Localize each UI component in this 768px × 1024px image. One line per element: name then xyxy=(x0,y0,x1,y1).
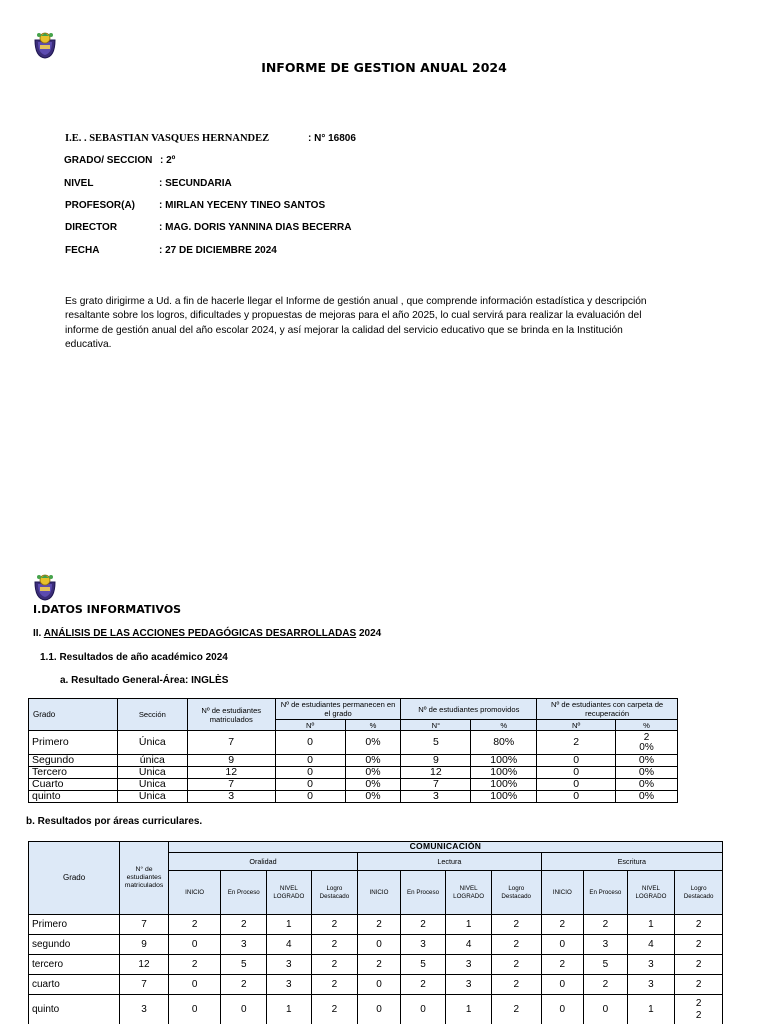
cell-value: 2 xyxy=(541,955,584,975)
table-row xyxy=(29,779,678,791)
header-n: Nº xyxy=(275,720,345,731)
header-level-destacado: Logro Destacado xyxy=(675,871,723,915)
table-row xyxy=(29,731,678,755)
cell-matriculados: 7 xyxy=(120,975,169,995)
cell-seccion: única xyxy=(117,755,187,767)
cell-value: 2 xyxy=(541,915,584,935)
cell-prom-n: 3 xyxy=(401,791,471,803)
cell-seccion: Única xyxy=(117,731,187,755)
cell-perm-n: 0 xyxy=(275,755,345,767)
cell-matriculados: 7 xyxy=(187,779,275,791)
header-area: COMUNICACIÓN xyxy=(168,842,722,853)
director-label: DIRECTOR xyxy=(65,222,118,233)
cell-matriculados: 7 xyxy=(187,731,275,755)
cell-value: 2 xyxy=(584,975,628,995)
header-level-proceso: En Proceso xyxy=(584,871,628,915)
cell-prom-p: 80% xyxy=(471,731,537,755)
analisis-prefix: II. xyxy=(33,628,44,639)
header-level-logrado: NIVEL LOGRADO xyxy=(267,871,312,915)
cell-grado: Segundo xyxy=(29,755,118,767)
cell-perm-n: 0 xyxy=(275,779,345,791)
cell-perm-n: 0 xyxy=(275,767,345,779)
table-row xyxy=(29,915,723,935)
cell-rec-p-value: 0% xyxy=(638,778,655,790)
cell-value: 2 xyxy=(491,915,541,935)
cell-value: 3 xyxy=(627,955,675,975)
intro-line: educativa. xyxy=(65,339,112,351)
section-analisis-title xyxy=(33,628,381,639)
header-n: Nº xyxy=(537,720,616,731)
cell-prom-p: 100% xyxy=(471,791,537,803)
cell-value: 0 xyxy=(358,995,401,1024)
header-escritura: Escritura xyxy=(541,853,722,871)
header-level-inicio: INICIO xyxy=(358,871,401,915)
cell-value: 2 xyxy=(491,995,541,1024)
cell-perm-p: 0% xyxy=(345,767,401,779)
cell-value: 4 xyxy=(627,935,675,955)
cell-prom-p: 100% xyxy=(471,779,537,791)
table-row xyxy=(29,955,723,975)
cell-value: 5 xyxy=(584,955,628,975)
cell-prom-n: 5 xyxy=(401,731,471,755)
cell-value: 2 xyxy=(675,955,723,975)
cell-value-extra: 2 xyxy=(695,997,702,1009)
profesor-value: : MIRLAN YECENY TINEO SANTOS xyxy=(159,200,326,211)
header-lectura: Lectura xyxy=(358,853,541,871)
table-row xyxy=(29,935,723,955)
cell-value: 0 xyxy=(168,995,221,1024)
cell-value: 2 xyxy=(311,915,358,935)
cell-grado: Primero xyxy=(29,731,118,755)
cell-value: 4 xyxy=(446,935,492,955)
school-logo-2 xyxy=(32,573,58,601)
cell-value: 2 xyxy=(400,975,446,995)
header-oralidad: Oralidad xyxy=(168,853,357,871)
cell-value: 2 xyxy=(221,915,267,935)
cell-value: 0 xyxy=(221,995,267,1024)
cell-rec-n: 0 xyxy=(537,767,616,779)
cell-value: 2 xyxy=(491,935,541,955)
header-matriculados: Nº de estudiantes matriculados xyxy=(187,699,275,731)
cell-value: 2 xyxy=(358,915,401,935)
cell-perm-p: 0% xyxy=(345,779,401,791)
cell-rec-p-value: 0% xyxy=(638,790,655,802)
results-table-ingles xyxy=(28,698,678,803)
cell-value: 2 xyxy=(675,935,723,955)
cell-perm-n: 0 xyxy=(275,791,345,803)
table-row xyxy=(29,755,678,767)
cell-matriculados: 12 xyxy=(120,955,169,975)
cell-rec-p xyxy=(616,779,678,791)
cell-value: 1 xyxy=(267,995,312,1024)
cell-matriculados: 7 xyxy=(120,915,169,935)
school-number: : N° 16806 xyxy=(308,133,356,144)
header-level-proceso: En Proceso xyxy=(221,871,267,915)
profesor-label: PROFESOR(A) xyxy=(65,200,135,211)
intro-paragraph xyxy=(65,295,675,353)
cell-value: 0 xyxy=(541,995,584,1024)
intro-line: informe de gestión anual del año escolar 2024, y así mejorar la calidad del servicio educativo que se brinda en la Institución xyxy=(65,324,623,336)
cell-rec-p-value: 0% xyxy=(639,741,654,753)
cell-value: 5 xyxy=(400,955,446,975)
analisis-underlined: ANÁLISIS DE LAS ACCIONES PEDAGÓGICAS DESARROLLADAS xyxy=(43,628,357,639)
resultados-areas-heading: b. Resultados por áreas curriculares. xyxy=(26,816,203,827)
header-level-inicio: INICIO xyxy=(168,871,221,915)
cell-value: 3 xyxy=(221,935,267,955)
cell-value: 2 xyxy=(311,975,358,995)
fecha-label: FECHA xyxy=(65,245,100,256)
cell-prom-n: 12 xyxy=(401,767,471,779)
cell-grado: segundo xyxy=(29,935,120,955)
school-logo xyxy=(32,31,58,59)
cell-value: 1 xyxy=(627,915,675,935)
cell-grado: Tercero xyxy=(29,767,118,779)
grado-label: GRADO/ SECCION xyxy=(64,155,153,166)
cell-rec-p xyxy=(616,791,678,803)
header-level-destacado: Logro Destacado xyxy=(491,871,541,915)
grado-value: : 2º xyxy=(160,155,176,166)
cell-value: 0 xyxy=(358,975,401,995)
school-name: I.E. . SEBASTIAN VASQUES HERNANDEZ xyxy=(65,133,270,144)
header-grado: Grado xyxy=(29,699,118,731)
cell-value: 1 xyxy=(627,995,675,1024)
cell-value: 3 xyxy=(584,935,628,955)
cell-prom-p: 100% xyxy=(471,767,537,779)
cell-seccion: Unica xyxy=(117,767,187,779)
header-level-logrado: NIVEL LOGRADO xyxy=(446,871,492,915)
cell-value: 2 xyxy=(491,955,541,975)
cell-rec-n: 0 xyxy=(537,779,616,791)
header-pct: % xyxy=(616,720,678,731)
header-matriculados: N° de estudiantes matriculados xyxy=(120,842,169,915)
header-level-logrado: NIVEL LOGRADO xyxy=(627,871,675,915)
header-promovidos: Nº de estudiantes promovidos xyxy=(401,699,537,720)
cell-value: 2 xyxy=(675,975,723,995)
cell-rec-n: 0 xyxy=(537,791,616,803)
cell-rec-p xyxy=(616,731,678,755)
cell-perm-p: 0% xyxy=(345,791,401,803)
header-grado: Grado xyxy=(29,842,120,915)
resultados-heading: 1.1. Resultados de año académico 2024 xyxy=(40,652,228,663)
cell-grado: quinto xyxy=(29,791,118,803)
cell-seccion: Unica xyxy=(117,779,187,791)
school-crest-icon xyxy=(32,573,58,601)
header-permanecen: Nº de estudiantes permanecen en el grado xyxy=(275,699,401,720)
school-crest-icon xyxy=(32,31,58,59)
cell-matriculados: 3 xyxy=(120,995,169,1024)
cell-value: 0 xyxy=(584,995,628,1024)
cell-rec-n: 2 xyxy=(537,731,616,755)
cell-rec-p-value: 0% xyxy=(638,754,655,766)
cell-value: 0 xyxy=(541,975,584,995)
header-pct: % xyxy=(471,720,537,731)
cell-value: 2 xyxy=(221,975,267,995)
cell-perm-p: 0% xyxy=(345,731,401,755)
cell-value: 1 xyxy=(267,915,312,935)
header-recuperacion: Nº de estudiantes con carpeta de recuperación xyxy=(537,699,678,720)
header-seccion: Sección xyxy=(117,699,187,731)
cell-value: 2 xyxy=(168,915,221,935)
cell-grado: tercero xyxy=(29,955,120,975)
intro-line: Es grato dirigirme a Ud. a fin de hacerle llegar el Informe de gestión anual , que comprende información estadística y descripción xyxy=(65,296,647,307)
cell-seccion: Unica xyxy=(117,791,187,803)
cell-rec-p-extra: 2 xyxy=(643,731,650,743)
analisis-suffix: 2024 xyxy=(356,628,382,639)
cell-rec-p-value: 0% xyxy=(638,766,655,778)
cell-value: 2 xyxy=(675,915,723,935)
fecha-value: : 27 DE DICIEMBRE 2024 xyxy=(159,245,277,256)
director-value: : MAG. DORIS YANNINA DIAS BECERRA xyxy=(159,222,352,233)
cell-value: 2 xyxy=(311,935,358,955)
cell-value: 3 xyxy=(400,935,446,955)
cell-value: 4 xyxy=(267,935,312,955)
cell-prom-n: 9 xyxy=(401,755,471,767)
cell-value: 2 xyxy=(491,975,541,995)
cell-grado: cuarto xyxy=(29,975,120,995)
cell-value: 0 xyxy=(358,935,401,955)
cell-rec-p xyxy=(616,767,678,779)
cell-matriculados: 3 xyxy=(187,791,275,803)
cell-matriculados: 12 xyxy=(187,767,275,779)
table-row xyxy=(29,995,723,1024)
cell-prom-p: 100% xyxy=(471,755,537,767)
cell-perm-n: 0 xyxy=(275,731,345,755)
cell-rec-p xyxy=(616,755,678,767)
cell-value: 2 xyxy=(311,955,358,975)
header-level-proceso: En Proceso xyxy=(400,871,446,915)
cell-grado: quinto xyxy=(29,995,120,1024)
cell-value: 3 xyxy=(446,955,492,975)
resultado-general-heading: a. Resultado General-Área: INGLÈS xyxy=(60,675,229,686)
cell-value: 0 xyxy=(168,935,221,955)
cell-value: 2 xyxy=(168,955,221,975)
nivel-value: : SECUNDARIA xyxy=(159,178,232,189)
header-level-inicio: INICIO xyxy=(541,871,584,915)
cell-value-main: 2 xyxy=(695,1009,702,1021)
cell-value: 0 xyxy=(168,975,221,995)
cell-grado: Cuarto xyxy=(29,779,118,791)
cell-value: 1 xyxy=(446,995,492,1024)
section-datos-title: I.DATOS INFORMATIVOS xyxy=(33,603,182,616)
cell-value: 2 xyxy=(400,915,446,935)
cell-perm-p: 0% xyxy=(345,755,401,767)
cell-value: 2 xyxy=(311,995,358,1024)
header-level-destacado: Logro Destacado xyxy=(311,871,358,915)
cell-value: 3 xyxy=(446,975,492,995)
cell-grado: Primero xyxy=(29,915,120,935)
cell-value: 3 xyxy=(627,975,675,995)
nivel-label: NIVEL xyxy=(64,178,94,189)
header-n: N° xyxy=(401,720,471,731)
intro-line: resaltante sobre los logros, dificultades y propuestas de mejoras para el año 2025, lo cual servirá para realizar la evaluación del xyxy=(65,310,642,322)
cell-value: 1 xyxy=(446,915,492,935)
results-table-areas xyxy=(28,841,723,1024)
cell-value: 2 xyxy=(358,955,401,975)
document-title: INFORME DE GESTION ANUAL 2024 xyxy=(261,60,507,75)
cell-matriculados: 9 xyxy=(120,935,169,955)
cell-value: 3 xyxy=(267,975,312,995)
cell-rec-n: 0 xyxy=(537,755,616,767)
cell-value: 5 xyxy=(221,955,267,975)
header-pct: % xyxy=(345,720,401,731)
cell-value: 3 xyxy=(267,955,312,975)
table-row xyxy=(29,767,678,779)
cell-value: 2 xyxy=(584,915,628,935)
cell-value: 0 xyxy=(541,935,584,955)
cell-value: 0 xyxy=(400,995,446,1024)
table-row xyxy=(29,975,723,995)
cell-prom-n: 7 xyxy=(401,779,471,791)
cell-matriculados: 9 xyxy=(187,755,275,767)
table-row xyxy=(29,791,678,803)
cell-value xyxy=(675,995,723,1024)
